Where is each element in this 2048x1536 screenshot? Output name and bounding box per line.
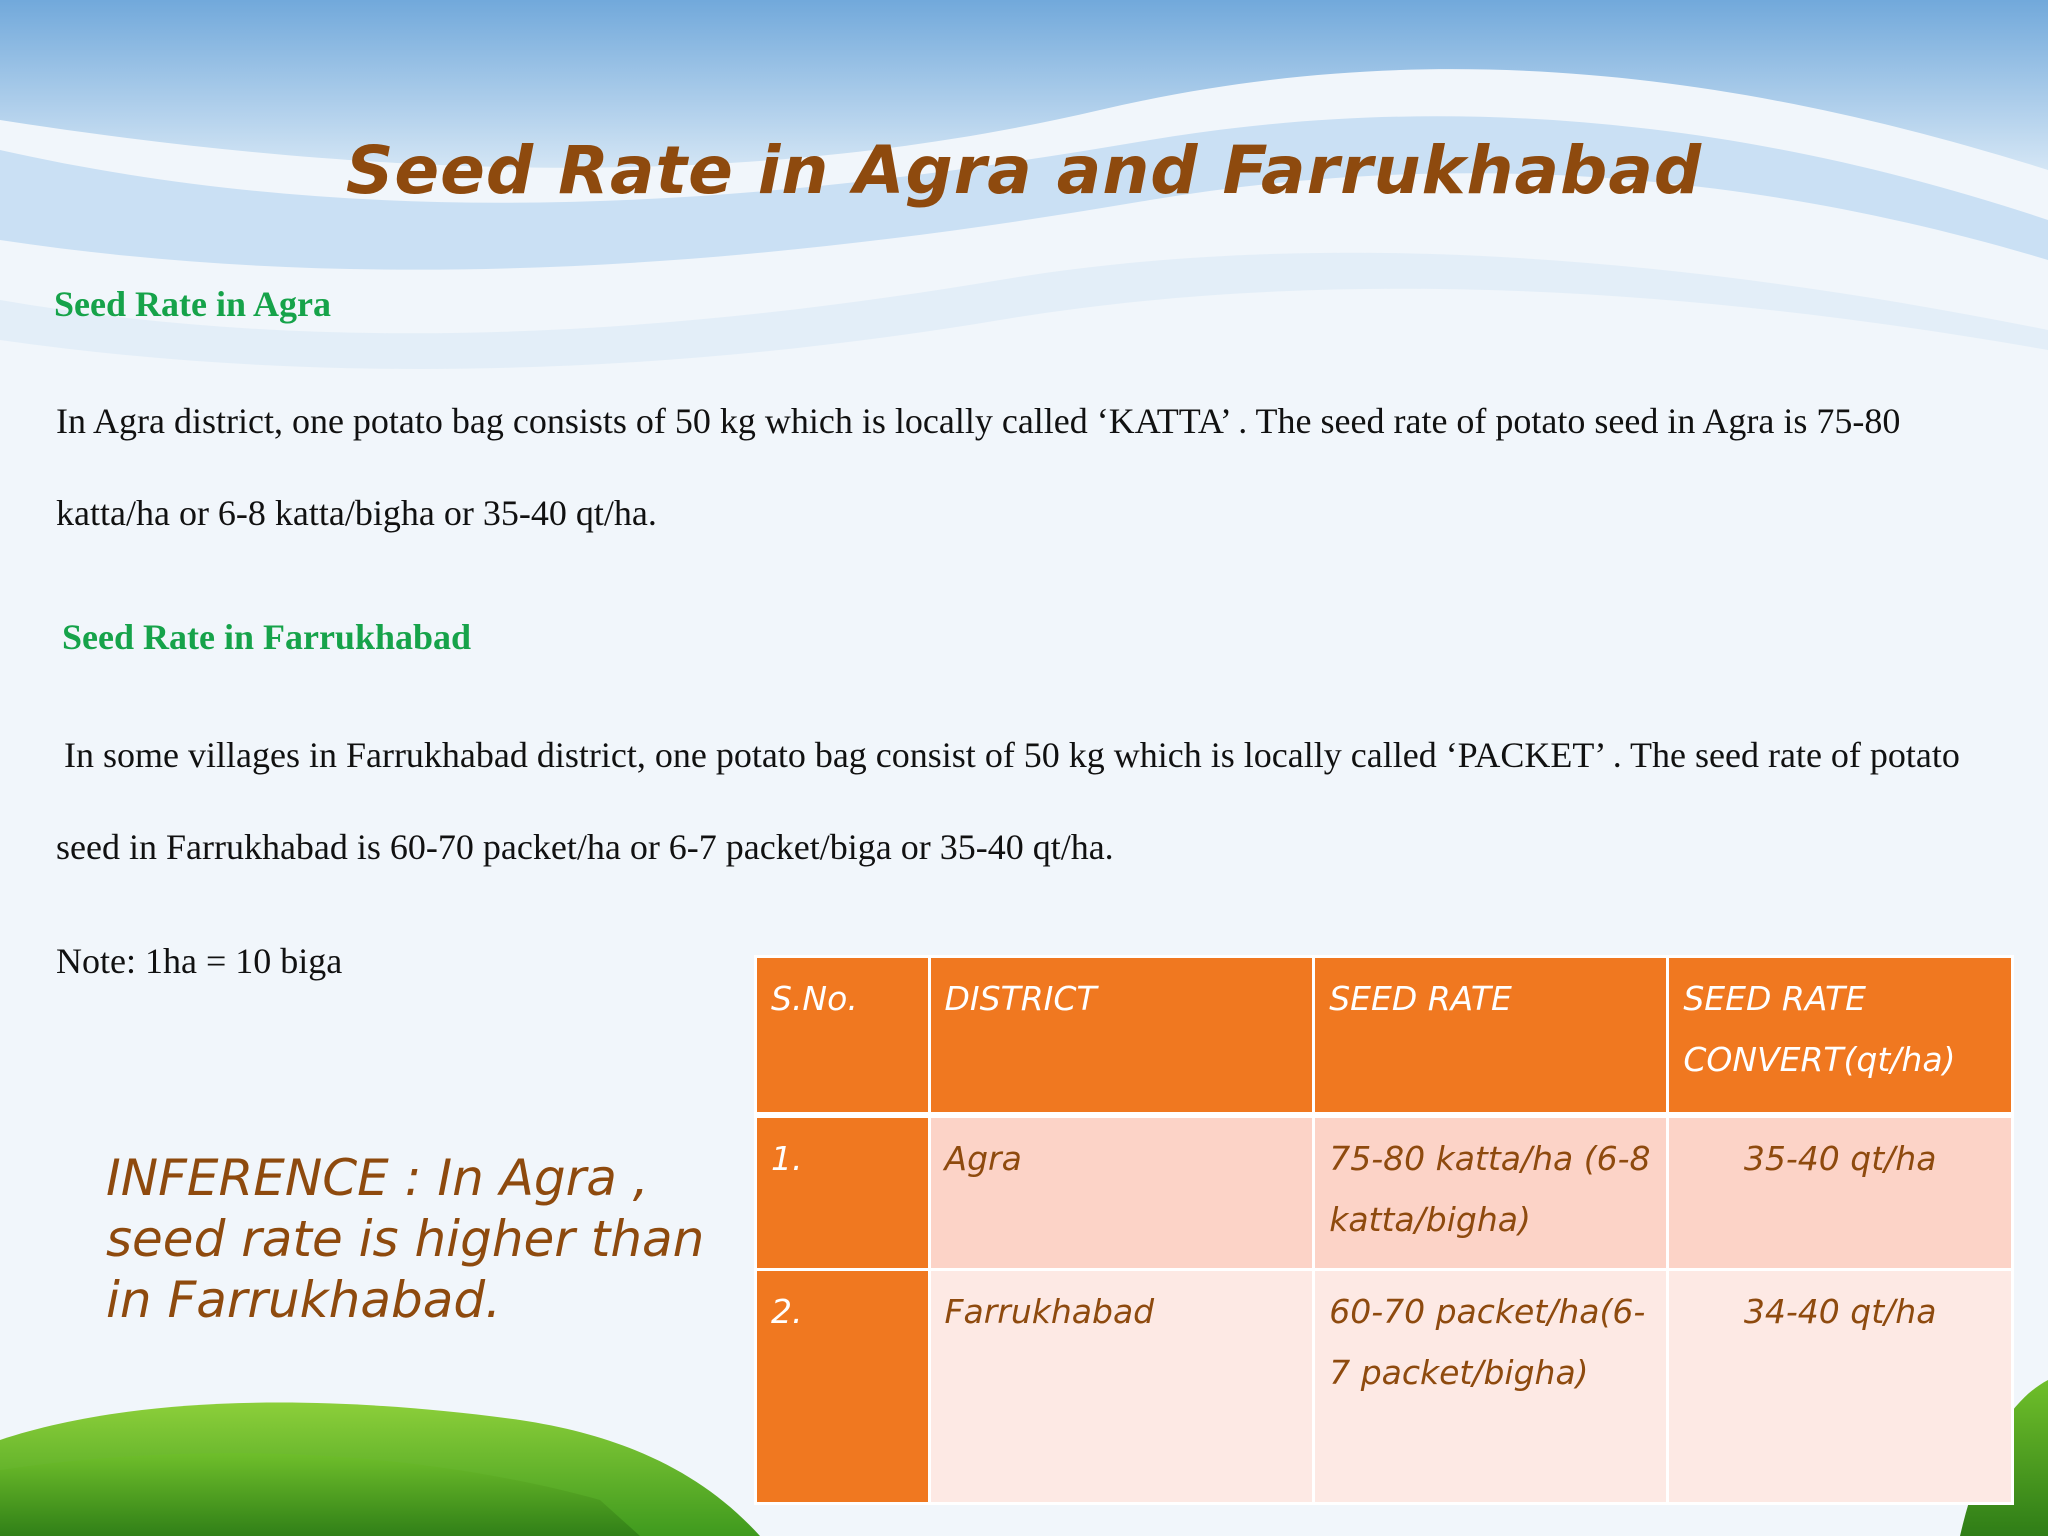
farrukhabad-paragraph: In some villages in Farrukhabad district, one potato bag consist of 50 kg which is locally called ‘PACKET’ . The seed rate of potato seed in Farrukhabad is 60-70 packet/ha or 6-7 packet/biga or 35-40 qt/ha. xyxy=(56,735,1960,867)
table-header-row xyxy=(756,957,2013,1116)
conversion-note: Note: 1ha = 10 biga xyxy=(56,941,343,981)
header-district: DISTRICT xyxy=(929,957,1314,1116)
inference-text: INFERENCE : In Agra , seed rate is higher than in Farrukhabad. xyxy=(106,1149,705,1329)
cell-seed-rate-convert: 34-40 qt/ha xyxy=(1668,1269,2013,1503)
agra-paragraph: In Agra district, one potato bag consists of 50 kg which is locally called ‘KATTA’ . The seed rate of potato seed in Agra is 75-80 katta/ha or 6-8 katta/bigha or 35-40 qt/ha. xyxy=(56,401,1901,533)
cell-seed-rate: 60-70 packet/ha(6-7 packet/bigha) xyxy=(1314,1269,1668,1503)
cell-seed-rate-convert: 35-40 qt/ha xyxy=(1668,1115,2013,1269)
farrukhabad-heading: Seed Rate in Farrukhabad xyxy=(62,617,472,657)
table-row xyxy=(756,1115,2013,1269)
seed-rate-table xyxy=(754,955,2014,1505)
header-seed-rate-convert: SEED RATE CONVERT(qt/ha) xyxy=(1668,957,2013,1116)
table-row xyxy=(756,1269,2013,1503)
header-seed-rate: SEED RATE xyxy=(1314,957,1668,1116)
header-sno: S.No. xyxy=(756,957,930,1116)
cell-district: Farrukhabad xyxy=(929,1269,1314,1503)
cell-sno: 1. xyxy=(756,1115,930,1269)
agra-heading: Seed Rate in Agra xyxy=(54,284,331,324)
cell-sno: 2. xyxy=(756,1269,930,1503)
cell-district: Agra xyxy=(929,1115,1314,1269)
cell-seed-rate: 75-80 katta/ha (6-8 katta/bigha) xyxy=(1314,1115,1668,1269)
page-title: Seed Rate in Agra and Farrukhabad xyxy=(345,132,1703,209)
